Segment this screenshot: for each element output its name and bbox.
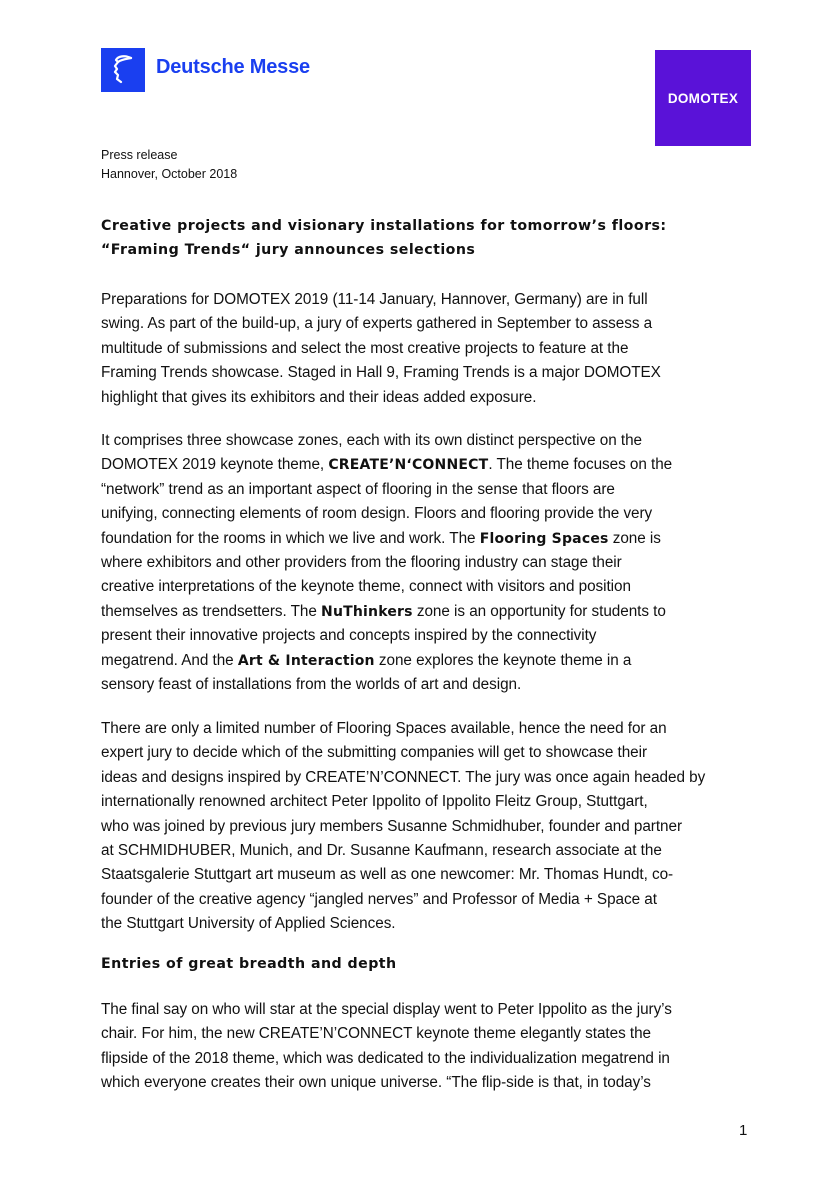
text-line: which everyone creates their own unique universe. “The flip-side is that, in today’s <box>101 1074 651 1092</box>
text-line: multitude of submissions and select the most creative projects to feature at the <box>101 339 629 357</box>
paragraph-2 <box>101 429 761 697</box>
text-run: zone is <box>608 529 661 547</box>
deutsche-messe-wordmark: Deutsche Messe <box>156 55 310 78</box>
flooring-spaces-emphasis: Flooring Spaces <box>479 530 609 547</box>
text-line: unifying, connecting elements of room design. Floors and flooring provide the very <box>101 505 653 523</box>
text-run: foundation for the rooms in which we live and work. The <box>101 529 480 547</box>
text-line <box>101 649 761 673</box>
page-number: 1 <box>739 1122 748 1139</box>
domotex-logo <box>655 50 751 146</box>
text-run: zone is an opportunity for students to <box>412 602 666 620</box>
text-line: present their innovative projects and concepts inspired by the connectivity <box>101 627 597 645</box>
text-line: internationally renowned architect Peter Ippolito of Ippolito Fleitz Group, Stuttgart, <box>101 793 648 811</box>
doc-type: Press release <box>101 148 178 162</box>
headline <box>101 215 761 262</box>
text-line <box>101 600 761 624</box>
art-interaction-emphasis: Art & Interaction <box>237 652 375 669</box>
text-line: ideas and designs inspired by CREATE’N’CONNECT. The jury was once again headed by <box>101 768 706 786</box>
text-line: chair. For him, the new CREATE’N’CONNECT keynote theme elegantly states the <box>101 1025 651 1043</box>
text-line: expert jury to decide which of the submitting companies will get to showcase their <box>101 744 648 762</box>
deutsche-messe-logo <box>101 48 310 92</box>
text-run: themselves as trendsetters. The <box>101 602 322 620</box>
text-run: . The theme focuses on the <box>488 456 673 474</box>
text-line: the Stuttgart University of Applied Sciences. <box>101 915 396 933</box>
domotex-wordmark: DOMOTEX <box>667 90 739 106</box>
text-line: highlight that gives its exhibitors and their ideas added exposure. <box>101 388 537 406</box>
paragraph-1 <box>101 288 761 410</box>
text-line: creative interpretations of the keynote theme, connect with visitors and position <box>101 578 631 596</box>
text-line: who was joined by previous jury members Susanne Schmidhuber, founder and partner <box>101 817 683 835</box>
text-line: swing. As part of the build-up, a jury of experts gathered in September to assess a <box>101 315 653 333</box>
section-subheading: Entries of great breadth and depth <box>101 956 397 972</box>
document-meta <box>101 146 237 184</box>
text-run: megatrend. And the <box>101 651 238 669</box>
text-line: The final say on who will star at the special display went to Peter Ippolito as the jury’s <box>101 1001 672 1018</box>
text-line: Preparations for DOMOTEX 2019 (11-14 January, Hannover, Germany) are in full <box>101 291 648 308</box>
text-line: sensory feast of installations from the worlds of art and design. <box>101 676 522 694</box>
headline-line-1: Creative projects and visionary installations for tomorrow’s floors: <box>101 218 667 234</box>
text-line: Framing Trends showcase. Staged in Hall 9, Framing Trends is a major DOMOTEX <box>101 364 661 382</box>
text-line: “network” trend as an important aspect of flooring in the sense that floors are <box>101 480 615 498</box>
head-profile-icon <box>101 48 145 92</box>
headline-line-2: “Framing Trends“ jury announces selections <box>101 241 476 258</box>
text-line: where exhibitors and other providers from the flooring industry can stage their <box>101 554 622 572</box>
text-run: DOMOTEX 2019 keynote theme, <box>101 456 329 474</box>
place-date: Hannover, October 2018 <box>101 167 238 181</box>
text-line: founder of the creative agency “jangled nerves” and Professor of Media + Space at <box>101 890 657 908</box>
text-line: flipside of the 2018 theme, which was dedicated to the individualization megatrend in <box>101 1049 670 1067</box>
paragraph-3 <box>101 717 761 937</box>
nuthinkers-emphasis: NuThinkers <box>321 603 413 620</box>
text-line: There are only a limited number of Flooring Spaces available, hence the need for an <box>101 720 667 737</box>
text-line <box>101 527 761 551</box>
paragraph-4 <box>101 998 761 1096</box>
text-line: at SCHMIDHUBER, Munich, and Dr. Susanne Kaufmann, research associate at the <box>101 842 662 860</box>
text-line: It comprises three showcase zones, each with its own distinct perspective on the <box>101 432 643 449</box>
text-line: Staatsgalerie Stuttgart art museum as well as one newcomer: Mr. Thomas Hundt, co- <box>101 866 674 884</box>
text-run: zone explores the keynote theme in a <box>374 651 632 669</box>
keynote-theme-emphasis: CREATE’N‘CONNECT <box>328 457 489 474</box>
text-line <box>101 453 761 477</box>
